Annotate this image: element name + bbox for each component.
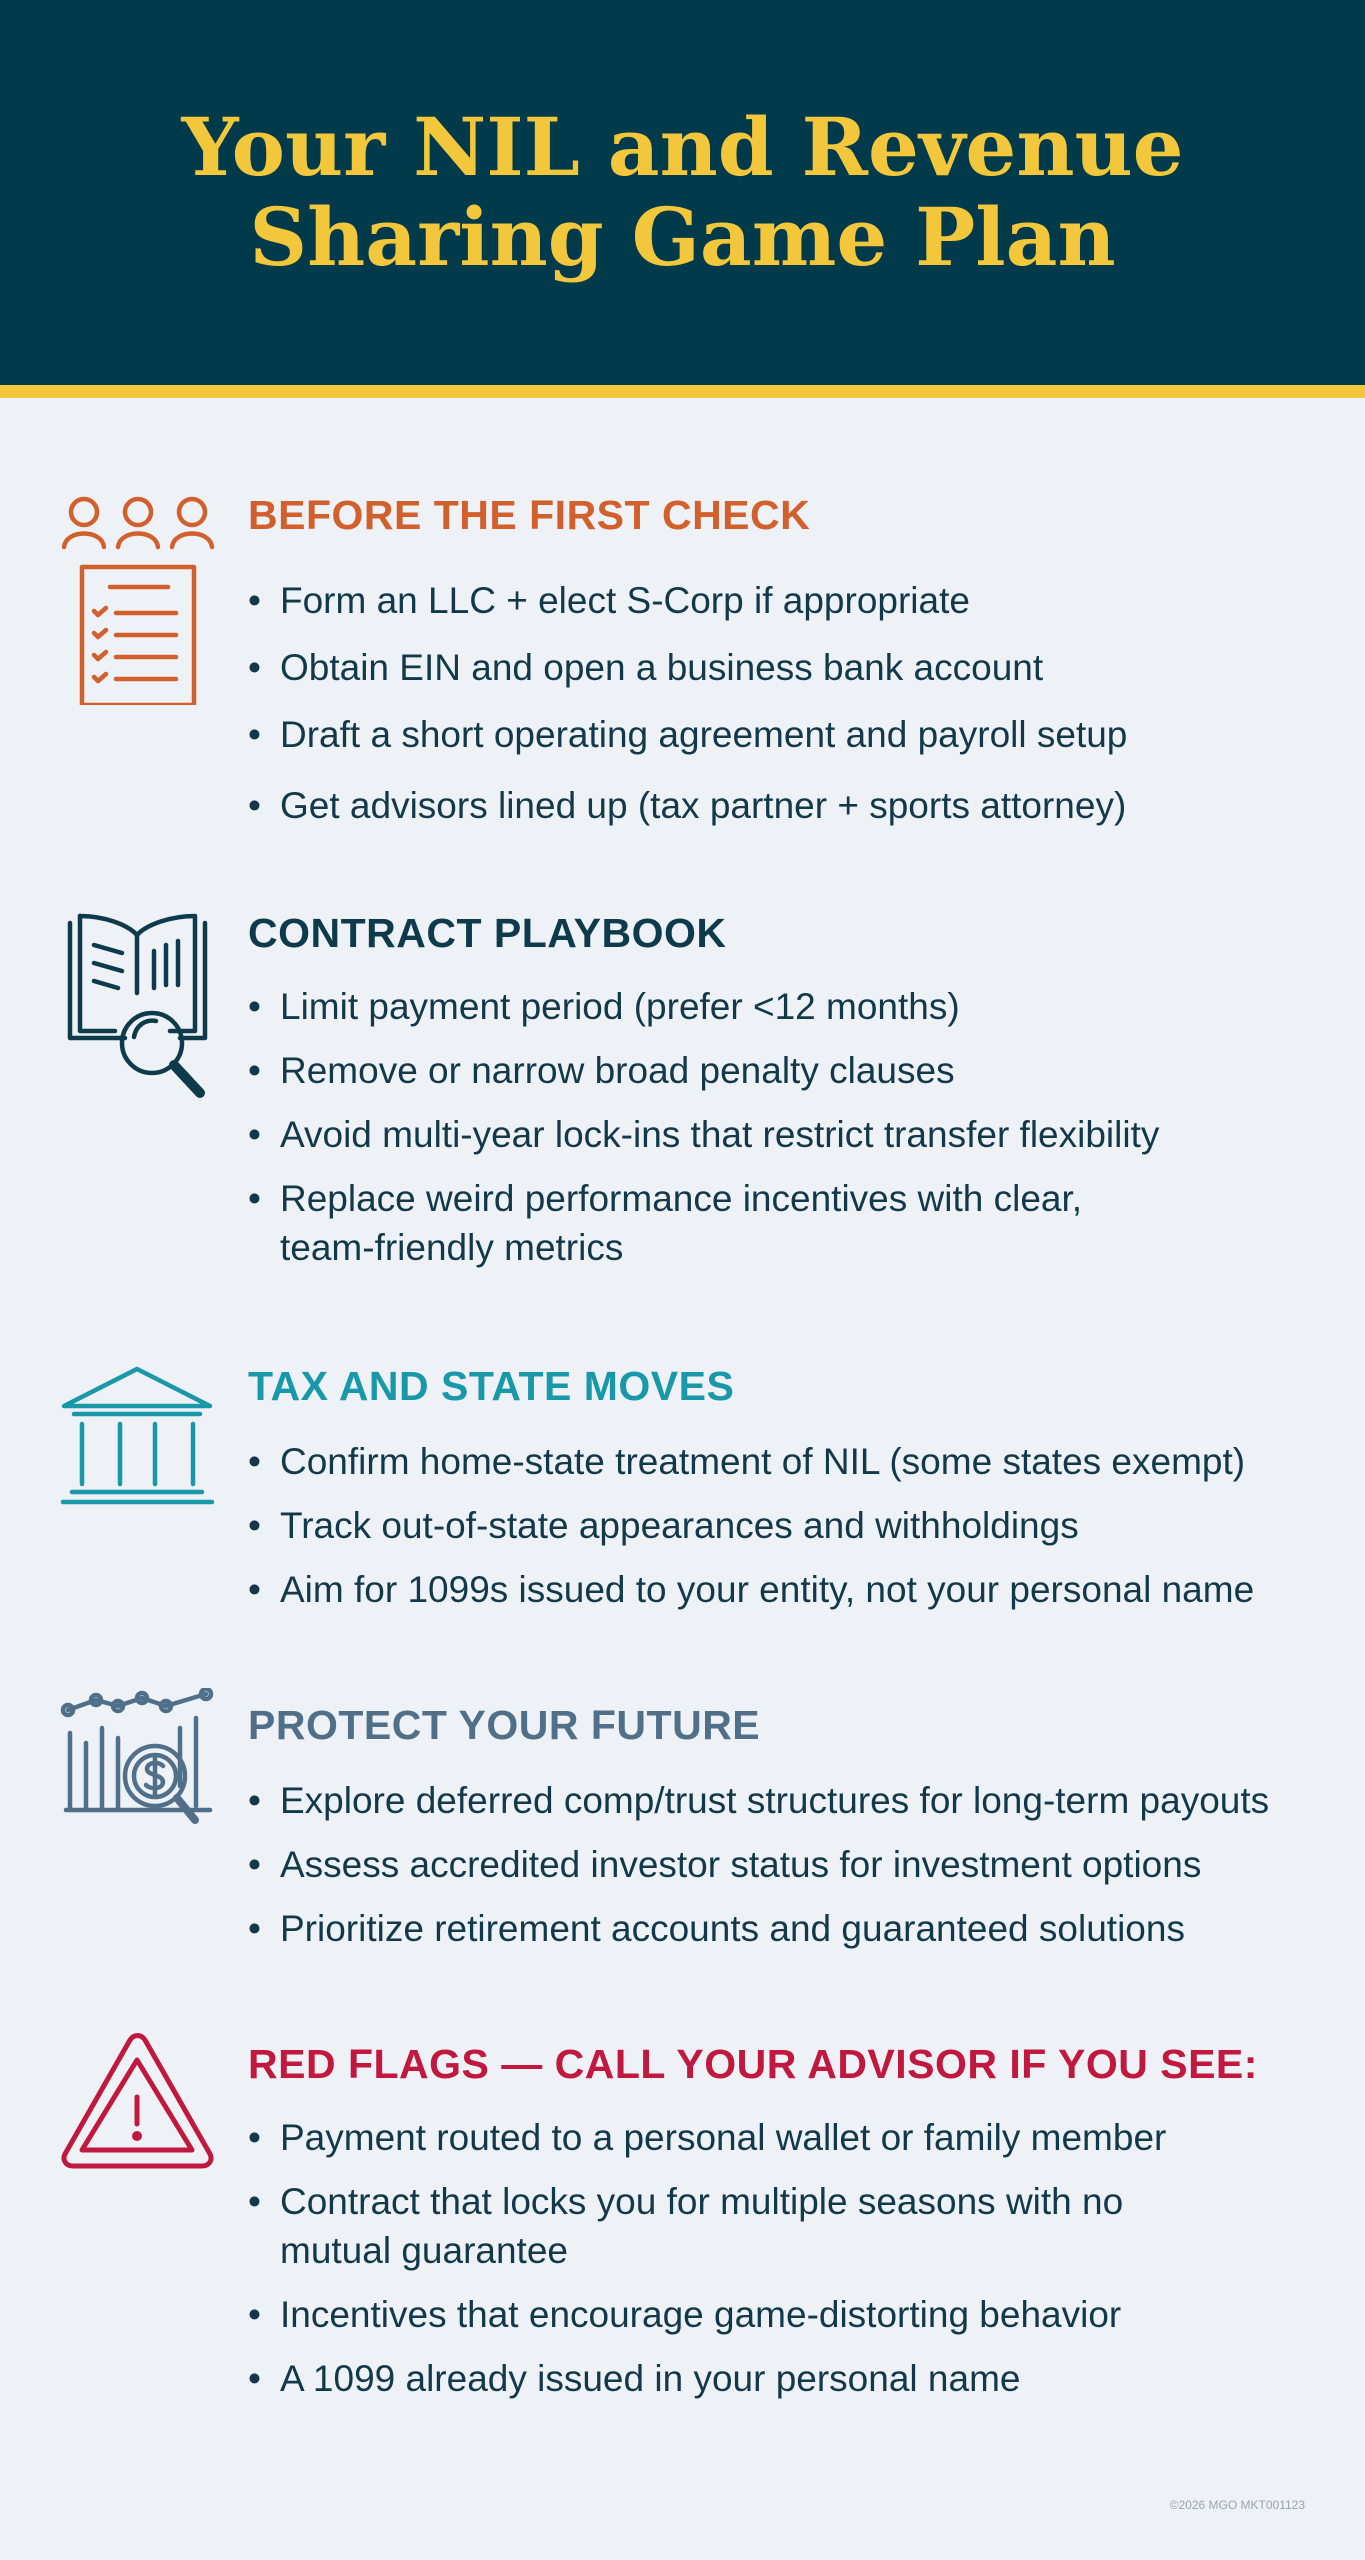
list-item: • Explore deferred comp/trust structures for long-term payouts	[248, 1776, 1335, 1825]
list-item: • Payment routed to a personal wallet or family member	[248, 2113, 1335, 2162]
section-heading: PROTECT YOUR FUTURE	[248, 1702, 761, 1748]
list-item: • A 1099 already issued in your personal name	[248, 2354, 1335, 2403]
section-heading: TAX AND STATE MOVES	[248, 1363, 735, 1409]
header-banner	[0, 0, 1365, 398]
bullet-list	[248, 1776, 1335, 1953]
bullet-list	[248, 982, 1335, 1272]
list-item: • Confirm home-state treatment of NIL (some states exempt)	[248, 1437, 1335, 1486]
section-heading: CONTRACT PLAYBOOK	[248, 910, 727, 956]
list-item: • Assess accredited investor status for investment options	[248, 1840, 1335, 1889]
list-item: • Aim for 1099s issued to your entity, not your personal name	[248, 1565, 1335, 1614]
list-item: • Prioritize retirement accounts and guaranteed solutions	[248, 1904, 1335, 1953]
list-item: • Avoid multi-year lock-ins that restrict transfer flexibility	[248, 1110, 1335, 1159]
list-item: • Draft a short operating agreement and payroll setup	[248, 710, 1335, 759]
section-heading: BEFORE THE FIRST CHECK	[248, 492, 811, 538]
list-item: • Get advisors lined up (tax partner + sports attorney)	[248, 781, 1335, 830]
bullet-list	[248, 576, 1335, 830]
government-building-icon	[60, 1366, 215, 1506]
bullet-list	[248, 1437, 1335, 1614]
list-item: • Form an LLC + elect S-Corp if appropriate	[248, 576, 1335, 625]
bullet-list	[248, 2113, 1335, 2403]
team-checklist-icon	[60, 495, 215, 705]
list-item: • Remove or narrow broad penalty clauses	[248, 1046, 1335, 1095]
book-magnifier-icon	[60, 913, 215, 1103]
list-item: • Obtain EIN and open a business bank account	[248, 643, 1335, 692]
title-line-1: Your NIL and Revenue	[181, 99, 1184, 194]
list-item: • Incentives that encourage game-distorting behavior	[248, 2290, 1335, 2339]
list-item: • Contract that locks you for multiple seasons with no mutual guarantee	[248, 2177, 1240, 2275]
title-line-2: Sharing Game Plan	[249, 189, 1116, 284]
financial-analysis-icon	[60, 1688, 215, 1838]
list-item: • Track out-of-state appearances and withholdings	[248, 1501, 1335, 1550]
section-heading: RED FLAGS — CALL YOUR ADVISOR IF YOU SEE:	[248, 2041, 1258, 2087]
page-title	[83, 99, 1283, 284]
footer-copyright: ©2026 MGO MKT001123	[1169, 2498, 1305, 2512]
list-item: • Limit payment period (prefer <12 months)	[248, 982, 1335, 1031]
warning-triangle-icon	[60, 2032, 215, 2172]
list-item: • Replace weird performance incentives with clear, team-friendly metrics	[248, 1174, 1160, 1272]
